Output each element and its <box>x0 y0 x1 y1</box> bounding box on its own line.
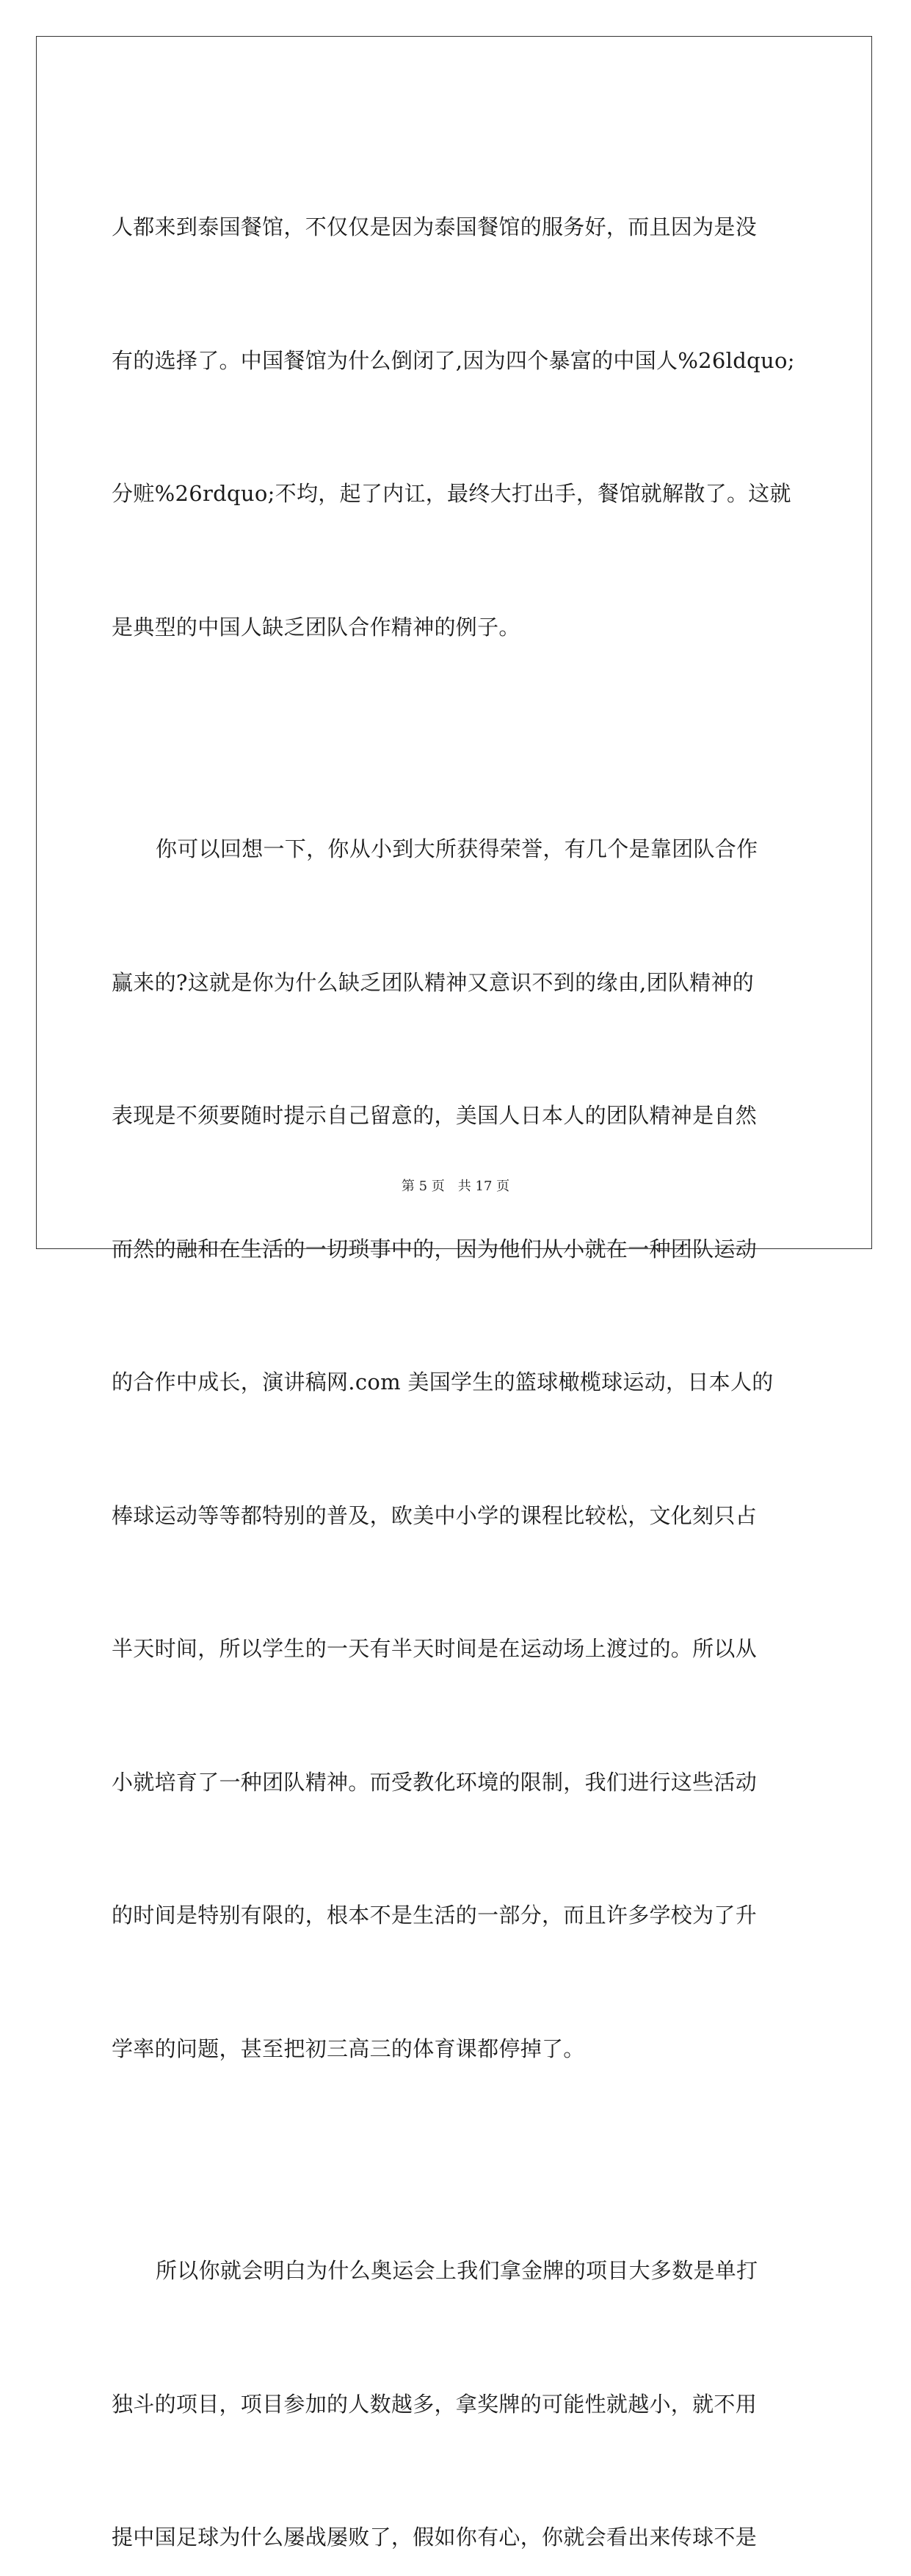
text-line: 小就培育了一种团队精神。而受教化环境的限制，我们进行这些活动 <box>112 1769 758 1795</box>
text-line: 棒球运动等等都特别的普及，欧美中小学的课程比较松，文化刻只占 <box>112 1502 758 1528</box>
text-line: 半天时间，所以学生的一天有半天时间是在运动场上渡过的。所以从 <box>112 1636 758 1661</box>
text-line: 所以你就会明白为什么奥运会上我们拿金牌的项目大多数是单打 <box>156 2258 758 2283</box>
text-line: 而然的融和在生活的一切琐事中的，因为他们从小就在一种团队运动 <box>112 1236 758 1262</box>
text-line: 分赃%26rdquo;不均，起了内讧，最终大打出手，餐馆就解散了。这就 <box>112 481 791 506</box>
page-footer <box>0 1176 911 1195</box>
text-line: 独斗的项目，项目参加的人数越多，拿奖牌的可能性就越小，就不用 <box>112 2391 758 2417</box>
text-line: 你可以回想一下，你从小到大所获得荣誉，有几个是靠团队合作 <box>156 836 758 861</box>
text-line: 的时间是特别有限的，根本不是生活的一部分，而且许多学校为了升 <box>112 1903 758 1928</box>
document-body <box>112 116 802 2576</box>
text-line: 的合作中成长，演讲稿网.com 美国学生的篮球橄榄球运动，日本人的 <box>112 1370 774 1394</box>
text-line: 有的选择了。中国餐馆为什么倒闭了,因为四个暴富的中国人%26ldquo; <box>112 347 795 373</box>
text-line: 人都来到泰国餐馆，不仅仅是因为泰国餐馆的服务好，而且因为是没 <box>112 214 758 239</box>
page-total: 共 17 页 <box>457 1179 510 1194</box>
paragraph-1 <box>112 116 802 738</box>
text-line: 提中国足球为什么屡战屡败了，假如你有心，你就会看出来传球不是 <box>112 2525 758 2550</box>
text-line: 学率的问题，甚至把初三高三的体育课都停掉了。 <box>112 2036 585 2061</box>
page-number: 第 5 页 <box>401 1179 445 1194</box>
paragraph-3 <box>112 2160 802 2576</box>
text-line: 表现是不须要随时提示自己留意的，美国人日本人的团队精神是自然 <box>112 1103 758 1128</box>
paragraph-2 <box>112 738 802 2160</box>
text-line: 赢来的?这就是你为什么缺乏团队精神又意识不到的缘由,团队精神的 <box>112 969 755 995</box>
text-line: 是典型的中国人缺乏团队合作精神的例子。 <box>112 614 520 640</box>
